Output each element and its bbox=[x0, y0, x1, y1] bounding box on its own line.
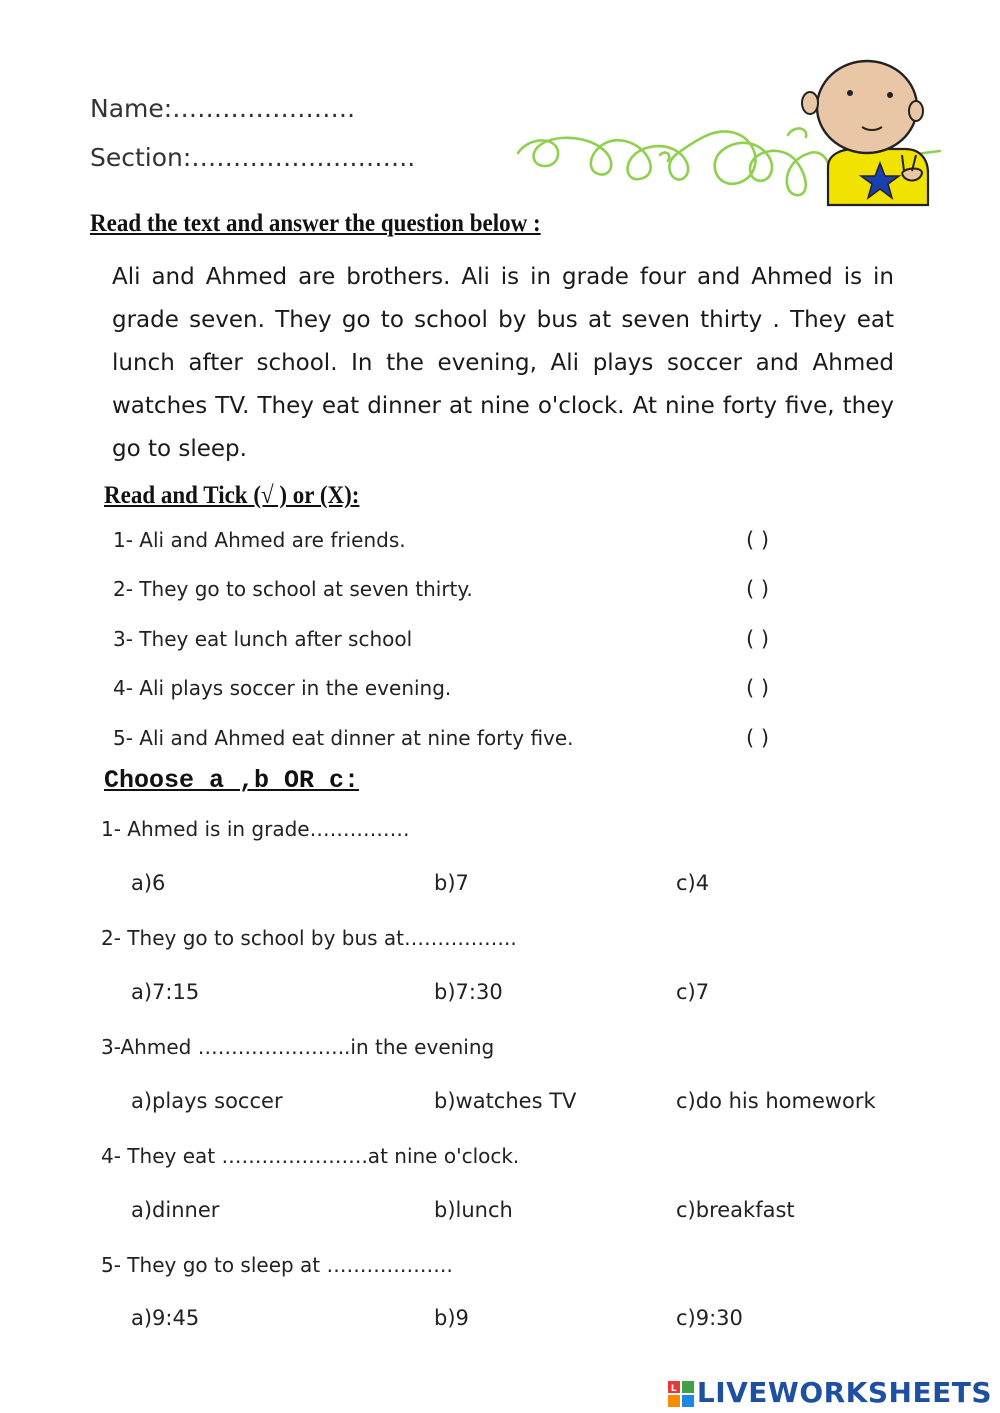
q2-option-b[interactable]: b)7:30 bbox=[434, 980, 503, 1004]
tick-answer-box-1[interactable]: ( ) bbox=[746, 528, 770, 552]
q5-option-a[interactable]: a)9:45 bbox=[131, 1306, 200, 1330]
tick-item-4: 4- Ali plays soccer in the evening. bbox=[113, 676, 452, 700]
tick-item-1: 1- Ali and Ahmed are friends. bbox=[113, 528, 406, 552]
q2-option-c[interactable]: c)7 bbox=[676, 980, 710, 1004]
tick-heading: Read and Tick (√ ) or (X): bbox=[104, 482, 360, 509]
choose-question-4: 4- They eat ………………….at nine o'clock. bbox=[101, 1144, 520, 1168]
tick-answer-box-5[interactable]: ( ) bbox=[746, 726, 770, 750]
tick-item-2: 2- They go to school at seven thirty. bbox=[113, 577, 473, 601]
choose-heading: Choose a ,b OR c: bbox=[104, 766, 360, 795]
q4-option-c[interactable]: c)breakfast bbox=[676, 1198, 795, 1222]
tick-item-3: 3- They eat lunch after school bbox=[113, 627, 413, 651]
q1-option-a[interactable]: a)6 bbox=[131, 871, 166, 895]
q4-option-b[interactable]: b)lunch bbox=[434, 1198, 513, 1222]
reading-heading: Read the text and answer the question below : bbox=[90, 210, 541, 237]
liveworksheets-badge-icon bbox=[668, 1381, 694, 1407]
q4-option-a[interactable]: a)dinner bbox=[131, 1198, 220, 1222]
tick-item-5: 5- Ali and Ahmed eat dinner at nine forty five. bbox=[113, 726, 574, 750]
section-field[interactable]: Section:……………….…….. bbox=[90, 143, 416, 172]
q5-option-b[interactable]: b)9 bbox=[434, 1306, 469, 1330]
q1-option-c[interactable]: c)4 bbox=[676, 871, 710, 895]
choose-question-5: 5- They go to sleep at ………………. bbox=[101, 1253, 453, 1277]
choose-question-2: 2- They go to school by bus at…………….. bbox=[101, 926, 517, 950]
choose-question-1: 1- Ahmed is in grade…………… bbox=[101, 817, 410, 841]
q5-option-c[interactable]: c)9:30 bbox=[676, 1306, 743, 1330]
logo-text: LIVEWORKSHEETS bbox=[696, 1376, 992, 1409]
tick-answer-box-4[interactable]: ( ) bbox=[746, 676, 770, 700]
q3-option-b[interactable]: b)watches TV bbox=[434, 1089, 577, 1113]
q3-option-c[interactable]: c)do his homework bbox=[676, 1089, 876, 1113]
boy-illustration bbox=[510, 55, 950, 225]
tick-answer-box-2[interactable]: ( ) bbox=[746, 577, 770, 601]
q2-option-a[interactable]: a)7:15 bbox=[131, 980, 200, 1004]
name-field[interactable]: Name:…………………. bbox=[90, 94, 356, 123]
q3-option-a[interactable]: a)plays soccer bbox=[131, 1089, 283, 1113]
logo-badge-letter: L bbox=[670, 1384, 677, 1394]
liveworksheets-logo[interactable] bbox=[668, 1376, 992, 1409]
choose-question-3: 3-Ahmed …………………..in the evening bbox=[101, 1035, 495, 1059]
q1-option-b[interactable]: b)7 bbox=[434, 871, 469, 895]
tick-answer-box-3[interactable]: ( ) bbox=[746, 627, 770, 651]
reading-passage: Ali and Ahmed are brothers. Ali is in grade four and Ahmed is in grade seven. They go to school by bus at seven thirty . They eat lunch after school. In the evening, Ali plays soccer and Ahmed watches TV. They eat dinner at nine o'clock. At nine forty five, they go to sleep. bbox=[112, 264, 894, 462]
